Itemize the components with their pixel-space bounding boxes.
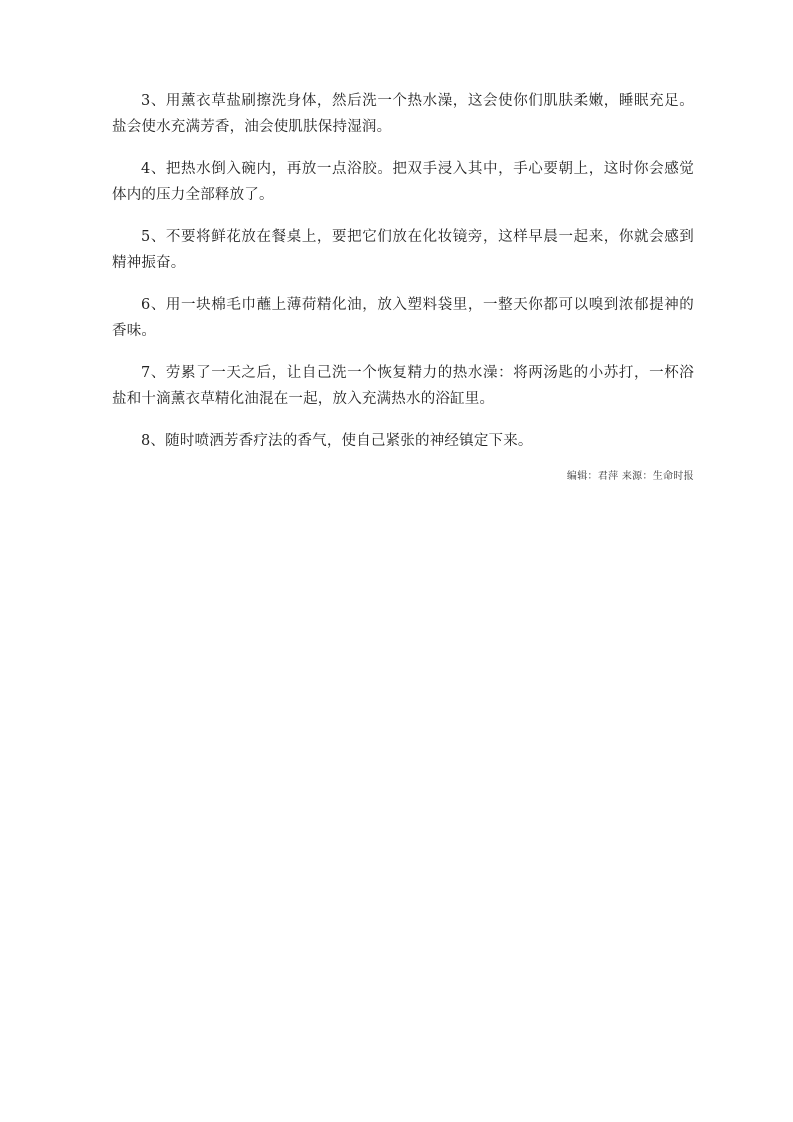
tip-paragraph-8: 8、随时喷洒芳香疗法的香气，使自己紧张的神经镇定下来。: [141, 433, 533, 449]
tip-paragraph-6: 6、用一块棉毛巾蘸上薄荷精化油，放入塑料袋里，一整天你都可以嗅到浓郁提神的香味。: [112, 297, 694, 339]
tip-paragraph-7: 7、劳累了一天之后，让自己洗一个恢复精力的热水澡：将两汤匙的小苏打，一杯浴盐和十滴薰衣草精化油混在一起，放入充满热水的浴缸里。: [112, 365, 694, 407]
article-body: [112, 88, 694, 484]
tip-paragraph-3: 3、用薰衣草盐刷擦洗身体，然后洗一个热水澡，这会使你们肌肤柔嫩，睡眠充足。盐会使水充满芳香，油会使肌肤保持湿润。: [112, 93, 694, 135]
tip-paragraph-5: 5、不要将鲜花放在餐桌上，要把它们放在化妆镜旁，这样早晨一起来，你就会感到精神振奋。: [112, 229, 694, 271]
editor-source-credit: 编辑：君萍 来源：生命时报: [566, 471, 694, 482]
tip-paragraph-4: 4、把热水倒入碗内，再放一点浴胶。把双手浸入其中，手心要朝上，这时你会感觉体内的压力全部释放了。: [112, 161, 694, 203]
